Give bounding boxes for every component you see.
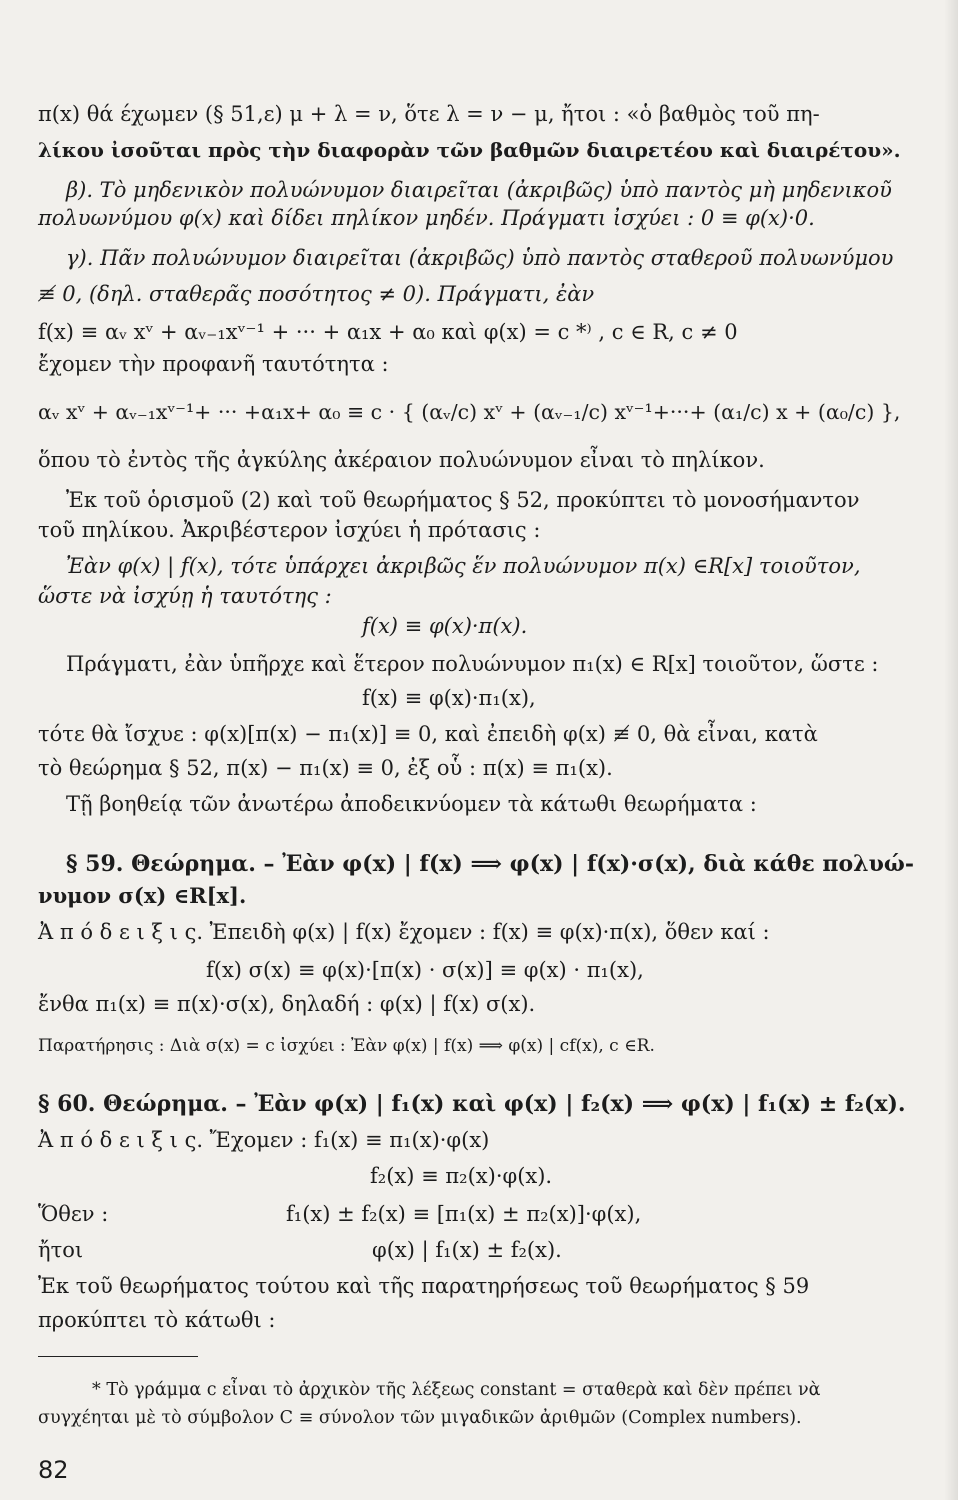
text-line: ὥστε νὰ ἰσχύῃ ἡ ταυτότης : — [38, 584, 332, 608]
text-line: Ἐκ τοῦ θεωρήματος τούτου καὶ τῆς παρατηρήσεως τοῦ θεωρήματος § 59 — [38, 1274, 810, 1298]
page-number: 82 — [38, 1456, 69, 1484]
text-line: f(x) ≡ φ(x)·π(x). — [362, 614, 528, 638]
text-line: f₂(x) ≡ π₂(x)·φ(x). — [370, 1164, 553, 1188]
text-line: τοῦ πηλίκου. Ἀκριβέστερον ἰσχύει ἡ πρότασις : — [38, 518, 541, 542]
text-line: Ἀ π ό δ ε ι ξ ι ς. Ἐπειδὴ φ(x) | f(x) ἔχομεν : f(x) ≡ φ(x)·π(x), ὅθεν καί : — [38, 920, 770, 944]
text-line: τότε θὰ ἴσχυε : φ(x)[π(x) − π₁(x)] ≡ 0, καὶ ἐπειδὴ φ(x) ≢ 0, θὰ εἶναι, κατὰ — [38, 722, 818, 746]
text-line: f(x) σ(x) ≡ φ(x)·[π(x) · σ(x)] ≡ φ(x) · π₁(x), — [206, 958, 644, 982]
text-line: προκύπτει τὸ κάτωθι : — [38, 1308, 276, 1332]
text-line: τὸ θεώρημα § 52, π(x) − π₁(x) ≡ 0, ἐξ οὗ : π(x) ≡ π₁(x). — [38, 756, 613, 780]
text-line: ἔνθα π₁(x) ≡ π(x)·σ(x), δηλαδή : φ(x) | f(x) σ(x). — [38, 992, 536, 1016]
text-line: Παρατήρησις : Διὰ σ(x) = c ἰσχύει : Ἐὰν φ(x) | f(x) ⟹ φ(x) | cf(x), c ∈R. — [38, 1036, 655, 1056]
text-line: ὅπου τὸ ἐντὸς τῆς ἀγκύλης ἀκέραιον πολυώνυμον εἶναι τὸ πηλίκον. — [38, 448, 765, 472]
text-line: * Τὸ γράμμα c εἶναι τὸ ἀρχικὸν τῆς λέξεως constant = σταθερὰ καὶ δὲν πρέπει νὰ — [92, 1380, 821, 1400]
text-line: Τῇ βοηθείᾳ τῶν ἀνωτέρω ἀποδεικνύομεν τὰ κάτωθι θεωρήματα : — [66, 792, 757, 816]
text-line: νυμον σ(x) ∈R[x]. — [38, 883, 247, 908]
text-line: φ(x) | f₁(x) ± f₂(x). — [372, 1238, 562, 1262]
text-line: Ἀ π ό δ ε ι ξ ι ς. Ἔχομεν : f₁(x) ≡ π₁(x)·φ(x) — [38, 1128, 490, 1152]
text-line: § 59. Θεώρημα. – Ἐὰν φ(x) | f(x) ⟹ φ(x) | f(x)·σ(x), διὰ κάθε πολυώ- — [66, 851, 914, 877]
text-line: π(x) θά έχωμεν (§ 51,ε) μ + λ = ν, ὅτε λ = ν − μ, ἤτοι : «ὁ βαθμὸς τοῦ πη- — [38, 102, 820, 126]
text-line: αᵥ xᵛ + αᵥ₋₁xᵛ⁻¹+ ··· +α₁x+ α₀ ≡ c · { (αᵥ/c) xᵛ + (αᵥ₋₁/c) xᵛ⁻¹+···+ (α₁/c) x + (α₀/c) }, — [38, 400, 901, 424]
text-line: λίκου ἰσοῦται πρὸς τὴν διαφορὰν τῶν βαθμῶν διαιρετέου καὶ διαιρέτου». — [38, 138, 901, 162]
text-line: Ἐὰν φ(x) | f(x), τότε ὑπάρχει ἀκριβῶς ἕν πολυώνυμον π(x) ∈R[x] τοιοῦτον, — [66, 554, 861, 578]
text-line: f(x) ≡ αᵥ xᵛ + αᵥ₋₁xᵛ⁻¹ + ··· + α₁x + α₀ καὶ φ(x) = c *⁾ , c ∈ R, c ≠ 0 — [38, 320, 738, 344]
text-line: πολυωνύμου φ(x) καὶ δίδει πηλίκον μηδέν. Πράγματι ἰσχύει : 0 ≡ φ(x)·0. — [38, 206, 815, 230]
text-line: συγχέηται μὲ τὸ σύμβολον C ≡ σύνολον τῶν μιγαδικῶν ἀριθμῶν (Complex numbers). — [38, 1408, 802, 1428]
footnote-rule — [38, 1356, 198, 1357]
text-line: f₁(x) ± f₂(x) ≡ [π₁(x) ± π₂(x)]·φ(x), — [286, 1202, 642, 1226]
text-line: γ). Πᾶν πολυώνυμον διαιρεῖται (ἀκριβῶς) ὑπὸ παντὸς σταθεροῦ πολυωνύμου — [66, 246, 894, 270]
text-line: β). Τὸ μηδενικὸν πολυώνυμον διαιρεῖται (ἀκριβῶς) ὑπὸ παντὸς μὴ μηδενικοῦ — [66, 178, 892, 202]
text-line: Ἐκ τοῦ ὁρισμοῦ (2) καὶ τοῦ θεωρήματος § 52, προκύπτει τὸ μονοσήμαντον — [66, 488, 860, 512]
text-line: ἔχομεν τὴν προφανῆ ταυτότητα : — [38, 352, 389, 376]
text-line: f(x) ≡ φ(x)·π₁(x), — [362, 686, 536, 710]
page-edge-shadow — [944, 0, 958, 1500]
text-line: Ὅθεν : — [38, 1202, 109, 1226]
text-line: § 60. Θεώρημα. – Ἐὰν φ(x) | f₁(x) καὶ φ(x) | f₂(x) ⟹ φ(x) | f₁(x) ± f₂(x). — [38, 1091, 906, 1117]
text-line: Πράγματι, ἐὰν ὑπῆρχε καὶ ἕτερον πολυώνυμον π₁(x) ∈ R[x] τοιοῦτον, ὥστε : — [66, 652, 879, 676]
text-line: ἤτοι — [38, 1238, 84, 1262]
text-line: ≢ 0, (δηλ. σταθερᾶς ποσότητος ≠ 0). Πράγματι, ἐὰν — [38, 282, 595, 306]
